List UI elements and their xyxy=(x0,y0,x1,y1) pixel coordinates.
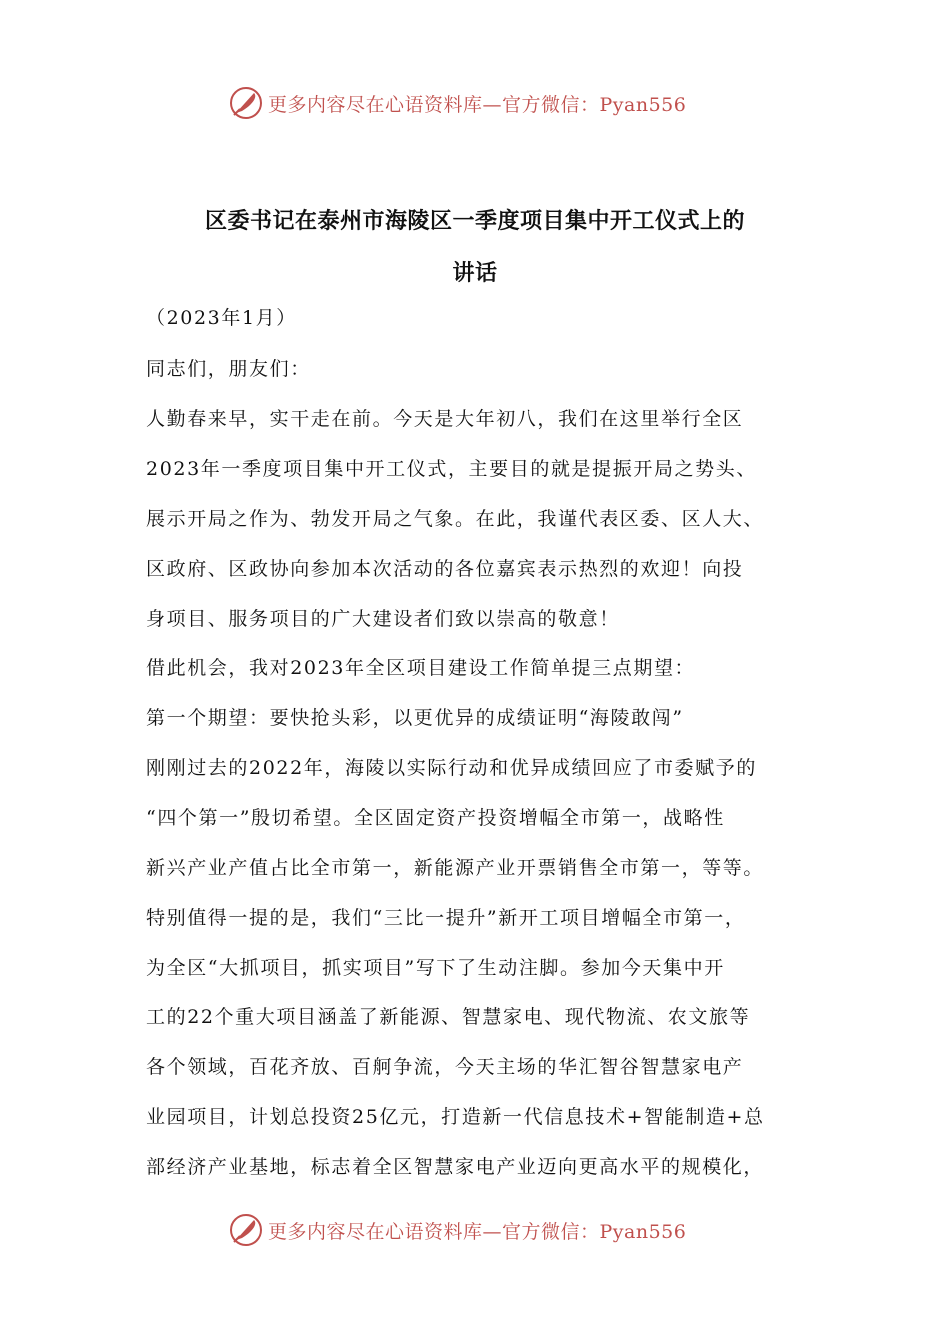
body-line: 部经济产业基地，标志着全区智慧家电产业迈向更高水平的规模化， xyxy=(146,1156,765,1178)
body-line: 区政府、区政协向参加本次活动的各位嘉宾表示热烈的欢迎！向投 xyxy=(146,558,744,580)
body-line: 刚刚过去的2022年，海陵以实际行动和优异成绩回应了市委赋予的 xyxy=(146,757,757,779)
feather-pen-logo-icon xyxy=(228,1212,264,1248)
body-line: 各个领域，百花齐放、百舸争流，今天主场的华汇智谷智慧家电产 xyxy=(146,1056,744,1078)
body-line: 工的22个重大项目涵盖了新能源、智慧家电、现代物流、农文旅等 xyxy=(146,1006,751,1028)
body-line: “四个第一”殷切希望。全区固定资产投资增幅全市第一，战略性 xyxy=(146,807,725,829)
body-line: 业园项目，计划总投资25亿元，打造新一代信息技术+智能制造+总 xyxy=(146,1106,765,1128)
header-banner xyxy=(228,82,748,124)
banner-text: 更多内容尽在心语资料库—官方微信：Pyan556 xyxy=(268,1220,687,1243)
footer-banner xyxy=(228,1209,748,1251)
section-heading: 第一个期望：要快抢头彩，以更优异的成绩证明“海陵敢闯” xyxy=(146,707,684,729)
document-title-line-2: 讲话 xyxy=(452,261,498,286)
body-line: 特别值得一提的是，我们“三比一提升”新开工项目增幅全市第一， xyxy=(146,907,746,929)
feather-pen-logo-icon xyxy=(228,85,264,121)
body-line: 展示开局之作为、勃发开局之气象。在此，我谨代表区委、区人大、 xyxy=(146,508,765,530)
document-date: （2023年1月） xyxy=(146,307,297,329)
banner-text: 更多内容尽在心语资料库—官方微信：Pyan556 xyxy=(268,93,687,116)
body-line: 同志们，朋友们： xyxy=(146,358,311,380)
body-line: 借此机会，我对2023年全区项目建设工作简单提三点期望： xyxy=(146,657,696,679)
body-line: 人勤春来早，实干走在前。今天是大年初八，我们在这里举行全区 xyxy=(146,408,744,430)
document-title-line-1: 区委书记在泰州市海陵区一季度项目集中开工仪式上的 xyxy=(204,209,745,234)
body-line: 新兴产业产值占比全市第一，新能源产业开票销售全市第一，等等。 xyxy=(146,857,765,879)
body-line: 2023年一季度项目集中开工仪式，主要目的就是提振开局之势头、 xyxy=(146,458,757,480)
body-line: 为全区“大抓项目，抓实项目”写下了生动注脚。参加今天集中开 xyxy=(146,957,725,979)
body-line: 身项目、服务项目的广大建设者们致以崇高的敬意！ xyxy=(146,608,620,630)
